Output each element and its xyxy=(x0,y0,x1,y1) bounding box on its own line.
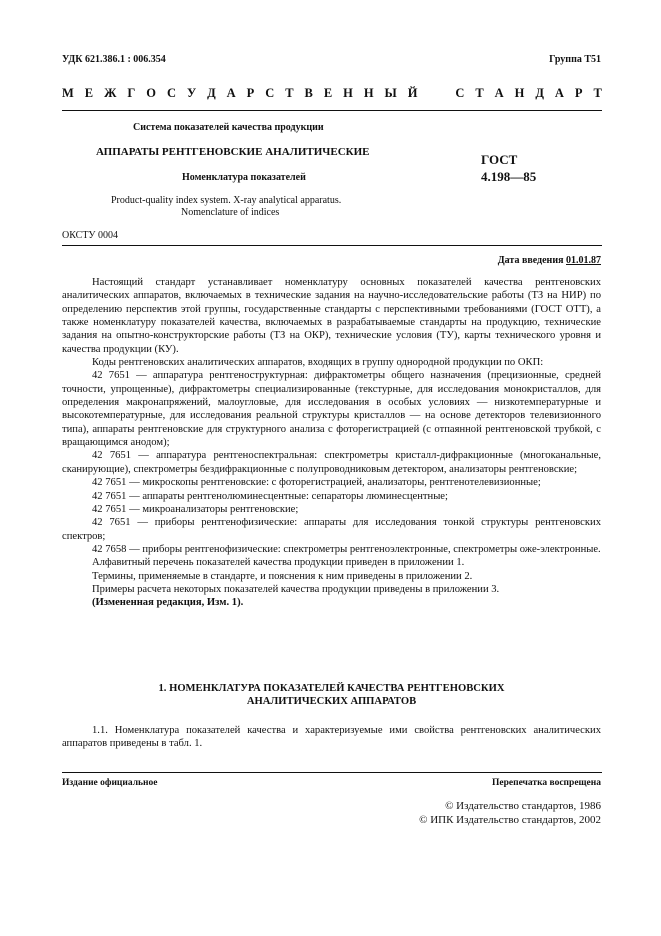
banner-letter: О xyxy=(146,86,157,100)
intro-date-label: Дата введения xyxy=(497,255,564,266)
paragraph-scope: Настоящий стандарт устанавливает номенклатуру основных показателей качества рентгеновских аналитических аппаратов, включаемых в технические задания на научно-исследовательские работы (ТЗ на НИР) по определению перспектив этой группы, государственные стандарты с перспективными требованиями (ГОСТ ОТТ), а также номенклатуру показателей качества, включаемых в разрабатываемые стандарты на продукцию, технические задания на опытно-конструкторские работы (ТЗ на ОКР), технические условия (ТУ), карты технического уровня и качества продукции (КУ). xyxy=(62,277,601,355)
banner-letter: Н xyxy=(514,86,525,100)
official-edition: Издание официальное xyxy=(62,778,158,788)
paragraph-code-spectrometers: 42 7658 — приборы рентгенофизические: спектрометры рентгеноэлектронные, спектрометры оже-электронные. xyxy=(92,543,601,555)
body-text xyxy=(62,276,601,610)
copyright-2002: © ИПК Издательство стандартов, 2002 xyxy=(419,814,601,826)
english-title-line1: Product-quality index system. X-ray analytical apparatus. xyxy=(111,195,342,206)
english-title-line2: Nomenclature of indices xyxy=(181,207,280,218)
title-rule xyxy=(62,245,602,246)
copyright-1986: © Издательство стандартов, 1986 xyxy=(445,800,601,812)
banner-letter: Г xyxy=(127,86,136,100)
banner-rule xyxy=(62,110,602,111)
banner-letter: Т xyxy=(593,86,602,100)
group-code: Группа Т51 xyxy=(549,54,601,65)
section-body xyxy=(62,724,601,751)
paragraph-appendix-2: Термины, применяемые в стандарте, и пояснения к ним приведены в приложении 2. xyxy=(92,570,473,582)
banner-letter: Ж xyxy=(104,86,117,100)
paragraph-appendix-1: Алфавитный перечень показателей качества продукции приведен в приложении 1. xyxy=(92,557,465,569)
banner-letter: С xyxy=(455,86,465,100)
paragraph-codes-intro: Коды рентгеновских аналитических аппаратов, входящих в группу однородной продукции по ОКП: xyxy=(92,357,544,369)
paragraph-appendix-3: Примеры расчета некоторых показателей качества продукции приведены в приложении 3. xyxy=(92,583,500,595)
banner-letter: Р xyxy=(574,86,583,100)
paragraph-code-spectral: 42 7651 — аппаратура рентгеноспектральная: спектрометры кристалл-дифракционные (многоканальные, сканирующие), спектрометры бездифракционные с полупроводниковым детектором, анализаторы рентгеновские; xyxy=(62,450,601,475)
banner-word-gap xyxy=(428,86,444,101)
paragraph-code-structural: 42 7651 — аппаратура рентгеноструктурная: дифрактометры общего назначения (прецизионные, средней точности, упрощенные), дифрактометры специализированные (текстурные, для исследования монокристаллов, для определения макронапряжений, малоугловые, для исследования в особых условиях — низкотемпературные и высокотемпературные, для исследования реальной структуры кристаллов — на основе детекторов телевизионного типа), аппараты рентгеновские для структурного анализа с фоторегистрацией (с отпаянной рентгеновской трубкой, с вращающимся анодом); xyxy=(62,370,601,449)
standard-banner xyxy=(62,86,602,101)
intro-date-value: 01.01.87 xyxy=(566,255,601,266)
copyright-block xyxy=(419,799,601,827)
banner-letter: С xyxy=(166,86,177,100)
banner-letter: А xyxy=(226,86,236,100)
banner-letter: С xyxy=(265,86,275,100)
paragraph-code-microanalyzers: 42 7651 — микроанализаторы рентгеновские; xyxy=(92,503,299,515)
banner-letter: А xyxy=(554,86,564,100)
subtitle: Номенклатура показателей xyxy=(182,172,306,183)
reprint-notice: Перепечатка воспрещена xyxy=(491,778,601,788)
section-title-line1: 1. НОМЕНКЛАТУРА ПОКАЗАТЕЛЕЙ КАЧЕСТВА РЕНТГЕНОВСКИХ xyxy=(158,683,505,694)
banner-letter: Е xyxy=(84,86,94,100)
banner-letter: Т xyxy=(285,86,294,100)
banner-letter: М xyxy=(62,86,74,100)
banner-letter: Р xyxy=(246,86,255,100)
banner-letter: У xyxy=(186,86,197,100)
introduction-date xyxy=(498,255,601,266)
footer-rule xyxy=(62,772,602,773)
banner-letter: Ы xyxy=(384,86,397,100)
banner-letter: А xyxy=(494,86,504,100)
banner-letter: Н xyxy=(363,86,374,100)
gost-label: ГОСТ xyxy=(481,152,518,167)
section-title-line2: АНАЛИТИЧЕСКИХ АППАРАТОВ xyxy=(246,696,417,707)
banner-letter: Д xyxy=(207,86,216,100)
system-title: Система показателей качества продукции xyxy=(133,122,324,133)
section-title xyxy=(62,682,601,708)
banner-letter: В xyxy=(304,86,313,100)
gost-number: 4.198—85 xyxy=(481,169,537,184)
paragraph-1-1: 1.1. Номенклатура показателей качества и характеризуемые ими свойства рентгеновских аналитических аппаратов приведены в табл. 1. xyxy=(62,725,601,750)
paragraph-code-xray-physical: 42 7651 — приборы рентгенофизические: аппараты для исследования тонкой структуры рентгеновских спектров; xyxy=(62,517,601,542)
udk-code: УДК 621.386.1 : 006.354 xyxy=(62,54,166,65)
banner-letter: Е xyxy=(323,86,333,100)
paragraph-code-microscopes: 42 7651 — микроскопы рентгеновские: с фоторегистрацией, анализаторы, рентгенотелевизионные; xyxy=(92,477,541,489)
okstu-code: ОКСТУ 0004 xyxy=(62,230,119,241)
paragraph-amendment: (Измененная редакция, Изм. 1). xyxy=(92,597,244,609)
main-title: АППАРАТЫ РЕНТГЕНОВСКИЕ АНАЛИТИЧЕСКИЕ xyxy=(96,146,370,158)
banner-letter: Д xyxy=(535,86,544,100)
banner-letter: Т xyxy=(475,86,484,100)
paragraph-code-luminescent: 42 7651 — аппараты рентгенолюминесцентные: сепараторы люминесцентные; xyxy=(92,490,448,502)
banner-letter: Н xyxy=(343,86,353,100)
banner-letter: Й xyxy=(407,86,418,100)
